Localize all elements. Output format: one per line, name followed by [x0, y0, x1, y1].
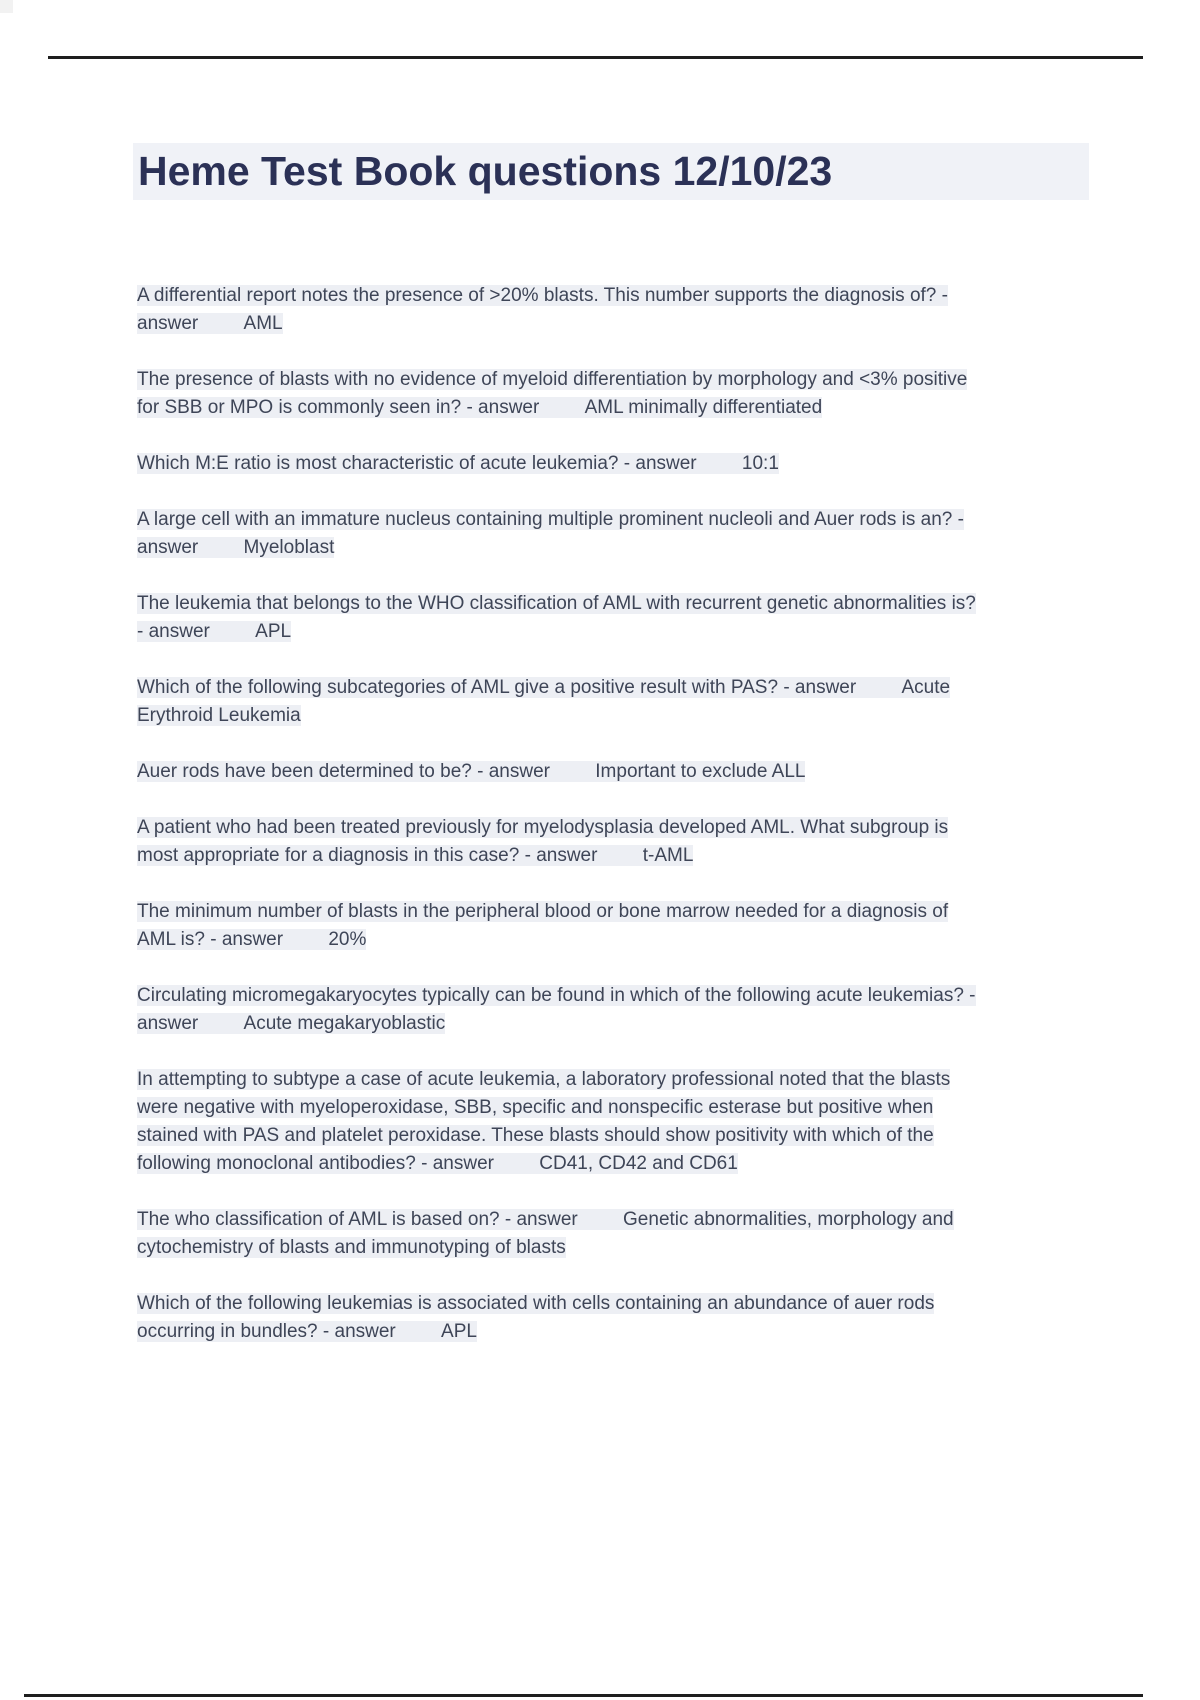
- answer-gap: [550, 761, 595, 782]
- answer-gap: [539, 397, 584, 418]
- answer-gap: [494, 1153, 539, 1174]
- answer-text: APL: [441, 1321, 477, 1342]
- answer-gap: [396, 1321, 441, 1342]
- answer-text: Important to exclude ALL: [595, 761, 806, 782]
- answer-gap: [210, 621, 255, 642]
- answer-text: APL: [255, 621, 292, 642]
- qa-item: [137, 282, 987, 338]
- qa-item: [137, 758, 987, 786]
- answer-text: Genetic abnormalities, morphology and cytochemistry of blasts and immunotyping of blasts: [137, 1209, 954, 1258]
- answer-gap: [198, 537, 243, 558]
- highlighted-text: [137, 1069, 950, 1174]
- qa-item: [137, 506, 987, 562]
- qa-item: [137, 450, 987, 478]
- answer-text: Myeloblast: [243, 537, 335, 558]
- answer-text: AML: [243, 313, 283, 334]
- highlighted-text: [137, 1209, 954, 1258]
- answer-gap: [697, 453, 742, 474]
- question-text: In attempting to subtype a case of acute leukemia, a laboratory professional noted that the blasts were negative with myeloperoxidase, SBB, specific and nonspecific esterase but positive when stained with PAS and platelet peroxidase. These blasts should show positivity with which of the following monoclonal antibodies? - answer: [137, 1069, 951, 1174]
- qa-item: [137, 982, 987, 1038]
- answer-gap: [597, 845, 642, 866]
- qa-list: [137, 282, 987, 1374]
- highlighted-text: [137, 761, 805, 782]
- highlighted-text: [137, 285, 948, 334]
- highlighted-text: [137, 509, 964, 558]
- question-text: A differential report notes the presence of >20% blasts. This number supports the diagnosis of? - answer: [137, 285, 948, 334]
- question-text: The who classification of AML is based on? - answer: [137, 1209, 578, 1230]
- highlighted-text: [137, 677, 950, 726]
- qa-item: [137, 814, 987, 870]
- top-rule: [48, 56, 1143, 59]
- answer-gap: [578, 1209, 623, 1230]
- question-text: Which of the following leukemias is associated with cells containing an abundance of auer rods occurring in bundles? - answer: [137, 1293, 935, 1342]
- answer-gap: [283, 929, 328, 950]
- answer-text: Acute megakaryoblastic: [243, 1013, 446, 1034]
- title-highlight: [133, 143, 1089, 200]
- answer-gap: [856, 677, 901, 698]
- answer-text: Acute Erythroid Leukemia: [137, 677, 951, 726]
- question-text: A large cell with an immature nucleus containing multiple prominent nucleoli and Auer rods is an? - answer: [137, 509, 964, 558]
- qa-item: [137, 1066, 987, 1178]
- qa-item: [137, 366, 987, 422]
- page-title: Heme Test Book questions 12/10/23: [138, 148, 833, 194]
- qa-item: [137, 1206, 987, 1262]
- question-text: Which of the following subcategories of AML give a positive result with PAS? - answer: [137, 677, 857, 698]
- answer-text: CD41, CD42 and CD61: [539, 1153, 738, 1174]
- answer-gap: [198, 1013, 243, 1034]
- answer-gap: [198, 313, 243, 334]
- question-text: The leukemia that belongs to the WHO classification of AML with recurrent genetic abnormalities is? - answer: [137, 593, 976, 642]
- answer-text: AML minimally differentiated: [584, 397, 823, 418]
- highlighted-text: [137, 817, 948, 866]
- highlighted-text: [137, 985, 976, 1034]
- answer-text: 10:1: [741, 453, 779, 474]
- question-text: Auer rods have been determined to be? - answer: [137, 761, 550, 782]
- question-text: The presence of blasts with no evidence of myeloid differentiation by morphology and <3% positive for SBB or MPO is commonly seen in? - answer: [137, 369, 968, 418]
- question-text: The minimum number of blasts in the peripheral blood or bone marrow needed for a diagnosis of AML is? - answer: [137, 901, 949, 950]
- qa-item: [137, 674, 987, 730]
- question-text: A patient who had been treated previously for myelodysplasia developed AML. What subgroup is most appropriate for a diagnosis in this case? - answer: [137, 817, 949, 866]
- highlighted-text: [137, 901, 948, 950]
- answer-text: t-AML: [642, 845, 694, 866]
- question-text: Which M:E ratio is most characteristic of acute leukemia? - answer: [137, 453, 697, 474]
- highlighted-text: [137, 1293, 934, 1342]
- highlighted-text: [137, 369, 967, 418]
- answer-text: 20%: [328, 929, 367, 950]
- qa-item: [137, 1290, 987, 1346]
- qa-item: [137, 590, 987, 646]
- highlighted-text: [137, 453, 779, 474]
- highlighted-text: [137, 593, 976, 642]
- question-text: Circulating micromegakaryocytes typically can be found in which of the following acute leukemias? - answer: [137, 985, 976, 1034]
- qa-item: [137, 898, 987, 954]
- bottom-rule: [24, 1694, 1143, 1697]
- scan-corner-artifact: [0, 0, 13, 13]
